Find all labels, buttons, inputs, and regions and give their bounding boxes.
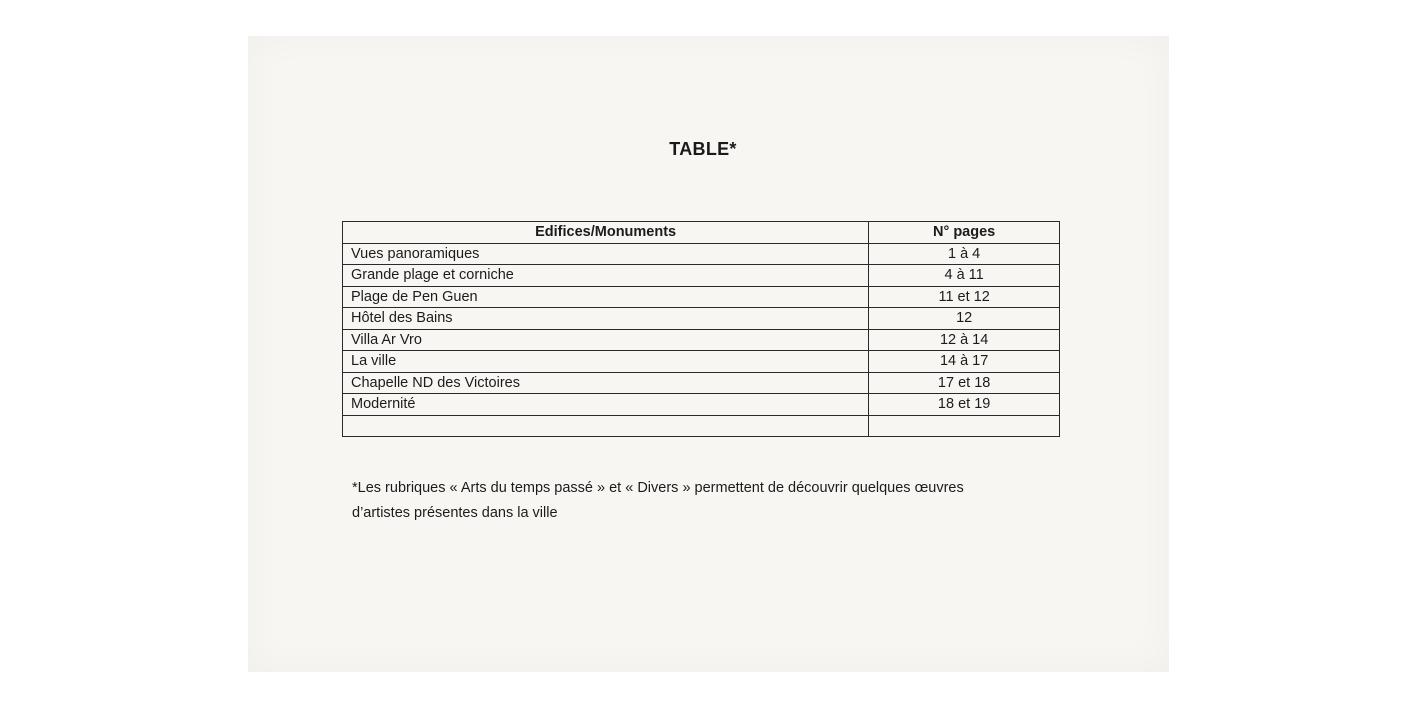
row-name: Vues panoramiques xyxy=(343,243,869,265)
row-pages: 17 et 18 xyxy=(869,372,1060,394)
row-name: Chapelle ND des Victoires xyxy=(343,372,869,394)
row-pages: 18 et 19 xyxy=(869,394,1060,416)
row-name: Plage de Pen Guen xyxy=(343,286,869,308)
contents-table xyxy=(342,221,1060,437)
page-title: TABLE* xyxy=(669,139,737,159)
row-pages: 12 xyxy=(869,308,1060,330)
table-row xyxy=(343,394,1060,416)
footnote-line-2: d’artistes présentes dans la ville xyxy=(352,505,558,521)
row-pages: 4 à 11 xyxy=(869,265,1060,287)
row-name: Grande plage et corniche xyxy=(343,265,869,287)
row-name: La ville xyxy=(343,351,869,373)
row-name: Villa Ar Vro xyxy=(343,329,869,351)
table-row xyxy=(343,351,1060,373)
footnote xyxy=(352,476,1052,526)
table-row xyxy=(343,265,1060,287)
row-name: Hôtel des Bains xyxy=(343,308,869,330)
footnote-line-1: *Les rubriques « Arts du temps passé » et « Divers » permettent de découvrir quelques œuvres xyxy=(352,480,964,496)
table-row xyxy=(343,286,1060,308)
row-name xyxy=(343,415,869,437)
table-row-empty xyxy=(343,415,1060,437)
table-header-row xyxy=(343,222,1060,244)
column-header-pages: N° pages xyxy=(869,222,1060,244)
row-pages: 1 à 4 xyxy=(869,243,1060,265)
row-pages xyxy=(869,415,1060,437)
table-row xyxy=(343,243,1060,265)
row-pages: 14 à 17 xyxy=(869,351,1060,373)
row-pages: 11 et 12 xyxy=(869,286,1060,308)
table-row xyxy=(343,308,1060,330)
table-row xyxy=(343,372,1060,394)
table-row xyxy=(343,329,1060,351)
row-pages: 12 à 14 xyxy=(869,329,1060,351)
column-header-monuments: Edifices/Monuments xyxy=(343,222,869,244)
row-name: Modernité xyxy=(343,394,869,416)
